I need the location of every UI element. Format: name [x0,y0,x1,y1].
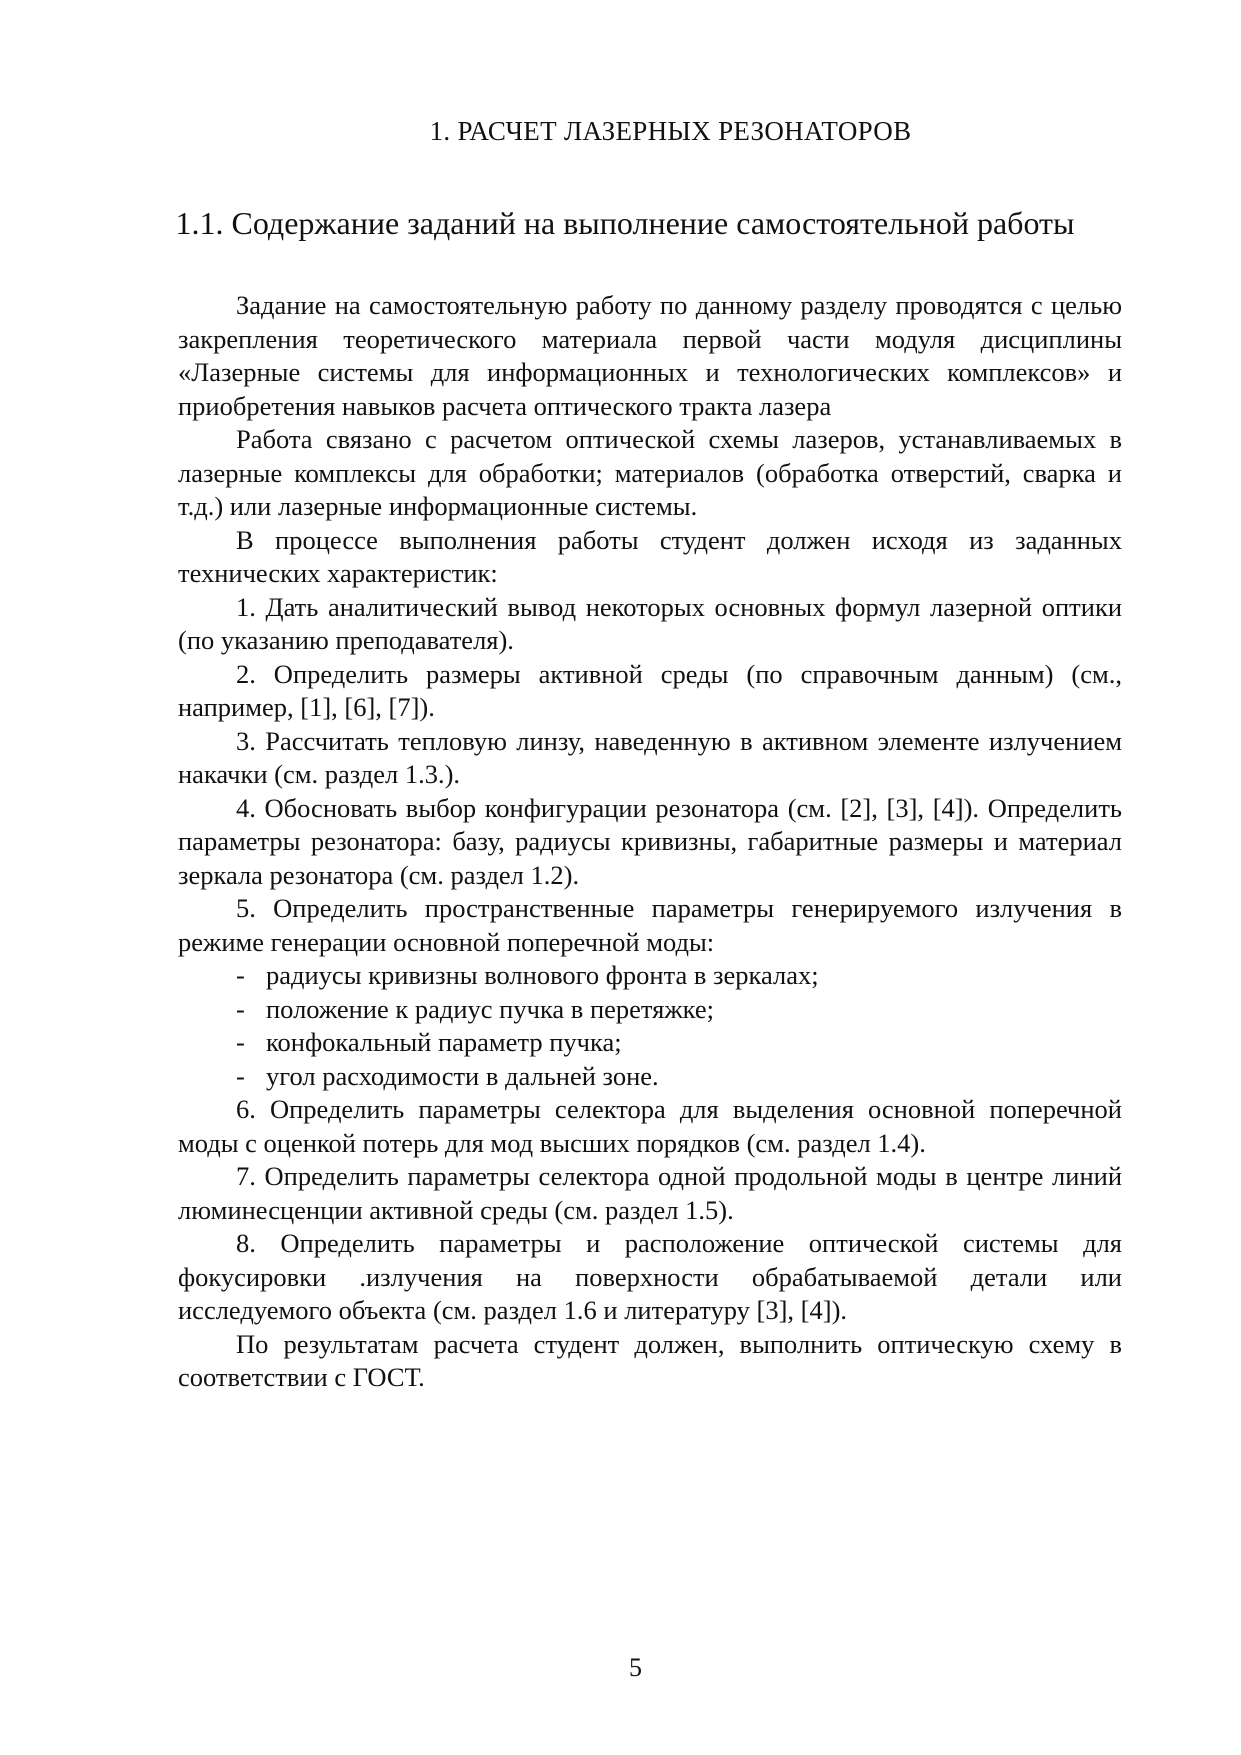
list-item-text: положение к радиус пучка в перетяжке; [266,993,714,1024]
dash-marker: - [236,1027,245,1057]
chapter-title: 1. РАСЧЕТ ЛАЗЕРНЫХ РЕЗОНАТОРОВ [429,116,912,146]
paragraph-conclusion: По результатам расчета студент должен, выполнить оптическую схему в соответствии с ГОСТ. [178,1328,1122,1392]
task-item-4: 4. Обосновать выбор конфигурации резонатора (см. [2], [3], [4]). Определить параметры резонатора: базу, радиусы кривизны, габаритные размеры и материал зеркала резонатора (см. раздел 1.2). [178,792,1122,890]
list-item [178,959,1122,993]
body-text [178,289,1122,1395]
task-item-2: 2. Определить размеры активной среды (по справочным данным) (см., например, [1], [6], [7]). [178,658,1122,722]
paragraph-intro: Задание на самостоятельную работу по данному разделу проводятся с целью закрепления теоретического материала первой части модуля дисциплины «Лазерные системы для информационных и технологических комплексов» и приобретения навыков расчета оптического тракта лазера [178,290,1122,421]
list-item [178,1060,1122,1094]
dash-marker: - [236,1060,245,1091]
paragraph-work: Работа связано с расчетом оптической схемы лазеров, устанавливаемых в лазерные комплексы для обработки; материалов (обработка отверстий, сварка и т.д.) или лазерные информационные системы. [178,424,1122,521]
list-item [178,993,1122,1027]
section-title: 1.1. Содержание заданий на выполнение самостоятельной работы [175,205,1075,241]
page-number: 5 [629,1653,642,1682]
dash-marker: - [236,960,245,990]
list-item-text: угол расходимости в дальней зоне. [266,1060,659,1091]
list-item-text: конфокальный параметр пучка; [266,1027,622,1057]
task-item-8: 8. Определить параметры и расположение оптической системы для фокусировки .излучения на поверхности обрабатываемой детали или исследуемого объекта (см. раздел 1.6 и литературу [3], [4]). [178,1228,1122,1325]
paragraph-process: В процессе выполнения работы студент должен исходя из заданных технических характеристик: [178,524,1122,588]
list-item [178,1026,1122,1060]
dash-marker: - [236,993,245,1024]
task-item-7: 7. Определить параметры селектора одной продольной моды в центре линий люминесценции активной среды (см. раздел 1.5). [178,1161,1122,1225]
dash-list [178,959,1122,1093]
task-item-6: 6. Определить параметры селектора для выделения основной поперечной моды с оценкой потерь для мод высших порядков (см. раздел 1.4). [178,1094,1122,1158]
task-item-1: 1. Дать аналитический вывод некоторых основных формул лазерной оптики (по указанию преподавателя). [178,591,1122,655]
task-item-5: 5. Определить пространственные параметры генерируемого излучения в режиме генерации основной поперечной моды: [178,893,1122,957]
list-item-text: радиусы кривизны волнового фронта в зеркалах; [266,960,819,990]
task-item-3: 3. Рассчитать тепловую линзу, наведенную в активном элементе излучением накачки (см. раздел 1.3.). [178,725,1122,789]
